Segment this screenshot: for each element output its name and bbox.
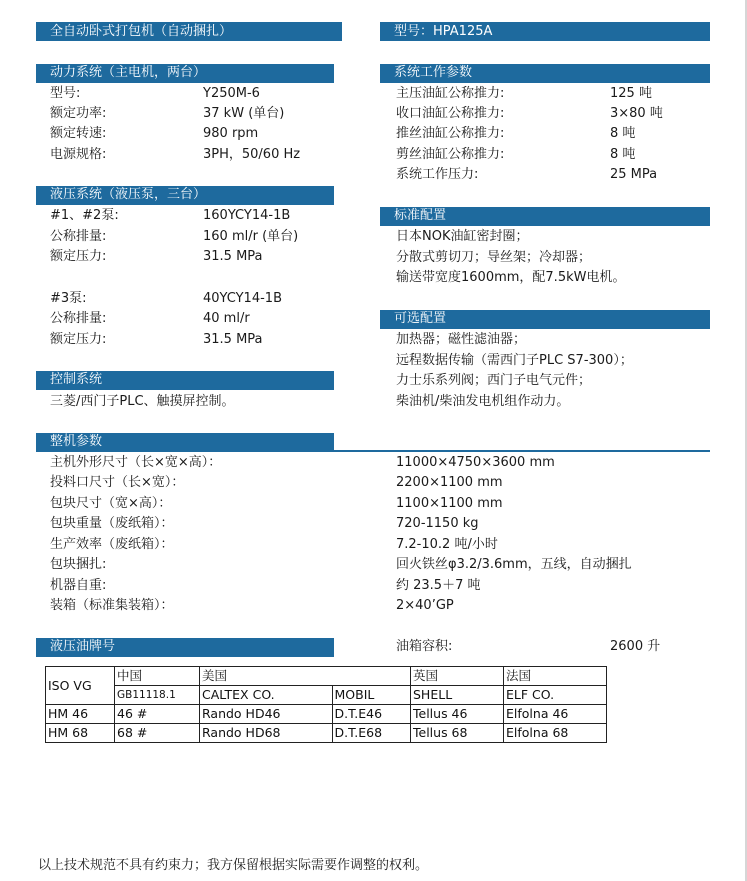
model-bar bbox=[380, 22, 710, 41]
section-control-header bbox=[36, 371, 334, 388]
machine-key: 主机外形尺寸（长×宽×高）： bbox=[50, 455, 222, 470]
machine-key: 机器自重: bbox=[50, 578, 107, 593]
section-machine-line bbox=[36, 450, 710, 452]
country-header: 法国 bbox=[504, 667, 607, 686]
machine-value: 7.2-10.2 吨/小时 bbox=[396, 537, 498, 552]
table-header-row bbox=[46, 667, 607, 686]
optional-line: 柴油机/柴油发电机组作动力。 bbox=[396, 394, 570, 409]
table-row bbox=[46, 705, 607, 724]
machine-value: 2×40’GP bbox=[396, 598, 454, 613]
section-hydraulic-line bbox=[36, 203, 334, 205]
section-optional-line bbox=[380, 327, 710, 329]
tank-capacity-value: 2600 升 bbox=[610, 639, 661, 654]
hydraulic-key: 公称排量: bbox=[50, 229, 107, 244]
standard-line: 日本NOK油缸密封圈； bbox=[396, 229, 529, 244]
section-control-line bbox=[36, 388, 334, 390]
section-oil-line bbox=[36, 655, 334, 657]
machine-value: 11000×4750×3600 mm bbox=[396, 455, 555, 470]
power-key: 额定转速: bbox=[50, 126, 107, 141]
section-power-title: 动力系统（主电机，两台） bbox=[50, 65, 207, 80]
brand-header: SHELL bbox=[411, 686, 504, 705]
section-machine-header bbox=[36, 433, 334, 450]
machine-value: 720-1150 kg bbox=[396, 516, 479, 531]
machine-key: 包块重量（废纸箱）： bbox=[50, 516, 174, 531]
table-cell: Elfolna 46 bbox=[504, 705, 607, 724]
table-row bbox=[46, 724, 607, 743]
iso-vg-header: ISO VG bbox=[46, 667, 115, 705]
section-power-line bbox=[36, 81, 334, 83]
oil-brand-table bbox=[45, 666, 607, 743]
param-value: 8 吨 bbox=[610, 126, 636, 141]
hydraulic-key: 额定压力: bbox=[50, 249, 107, 264]
section-standard-header bbox=[380, 207, 710, 224]
section-optional-header bbox=[380, 310, 710, 327]
section-params-title: 系统工作参数 bbox=[394, 65, 473, 80]
model-number: 型号：HPA125A bbox=[394, 24, 493, 39]
table-cell: 68 # bbox=[115, 724, 200, 743]
tank-capacity-label: 油箱容积: bbox=[396, 639, 453, 654]
section-machine-title: 整机参数 bbox=[50, 434, 103, 449]
param-key: 系统工作压力: bbox=[396, 167, 479, 182]
machine-key: 包块捆扎: bbox=[50, 557, 107, 572]
machine-value: 回火铁丝φ3.2/3.6mm，五线，自动捆扎 bbox=[396, 557, 632, 572]
disclaimer: 以上技术规范不具有约束力；我方保留根据实际需要作调整的权利。 bbox=[38, 858, 429, 873]
machine-key: 装箱（标准集装箱）： bbox=[50, 598, 174, 613]
hydraulic-key: 额定压力: bbox=[50, 332, 107, 347]
param-value: 3×80 吨 bbox=[610, 106, 663, 121]
section-power-header bbox=[36, 64, 334, 81]
optional-line: 远程数据传输（需西门子PLC S7-300）； bbox=[396, 353, 633, 368]
brand-header: MOBIL bbox=[332, 686, 411, 705]
section-params-line bbox=[380, 81, 710, 83]
machine-key: 投料口尺寸（长×宽）： bbox=[50, 475, 185, 490]
section-oil-title: 液压油牌号 bbox=[50, 639, 116, 654]
power-value: Y250M-6 bbox=[203, 86, 260, 101]
param-key: 剪丝油缸公称推力: bbox=[396, 147, 505, 162]
table-cell: D.T.E68 bbox=[332, 724, 411, 743]
section-oil-header bbox=[36, 638, 334, 655]
hydraulic-key: 公称排量: bbox=[50, 311, 107, 326]
country-header: 英国 bbox=[411, 667, 504, 686]
title-bar bbox=[36, 22, 342, 41]
control-text: 三菱/西门子PLC、触摸屏控制。 bbox=[50, 394, 235, 409]
hydraulic-key: #1、#2泵: bbox=[50, 208, 119, 223]
section-hydraulic-title: 液压系统（液压泵，三台） bbox=[50, 187, 207, 202]
standard-line: 输送带宽度1600mm，配7.5kW电机。 bbox=[396, 270, 626, 285]
param-value: 8 吨 bbox=[610, 147, 636, 162]
hydraulic-value: 160YCY14-1B bbox=[203, 208, 291, 223]
optional-line: 加热器；磁性滤油器； bbox=[396, 332, 527, 347]
brand-header: ELF CO. bbox=[504, 686, 607, 705]
table-cell: Elfolna 68 bbox=[504, 724, 607, 743]
country-header: 中国 bbox=[115, 667, 200, 686]
page-title: 全自动卧式打包机（自动捆扎） bbox=[50, 24, 233, 39]
machine-value: 约 23.5＋7 吨 bbox=[396, 578, 481, 593]
machine-key: 生产效率（废纸箱）： bbox=[50, 537, 174, 552]
table-cell: Rando HD68 bbox=[200, 724, 333, 743]
section-standard-line bbox=[380, 224, 710, 226]
hydraulic-value: 160 ml/r (单台) bbox=[203, 229, 299, 244]
param-key: 主压油缸公称推力: bbox=[396, 86, 505, 101]
brand-header: CALTEX CO. bbox=[200, 686, 333, 705]
table-cell: Rando HD46 bbox=[200, 705, 333, 724]
table-header-row bbox=[46, 686, 607, 705]
brand-header: GB11118.1 bbox=[115, 686, 200, 705]
machine-key: 包块尺寸（宽×高）： bbox=[50, 496, 172, 511]
section-control-title: 控制系统 bbox=[50, 372, 103, 387]
power-value: 980 rpm bbox=[203, 126, 259, 141]
hydraulic-value: 40YCY14-1B bbox=[203, 291, 282, 306]
section-optional-title: 可选配置 bbox=[394, 311, 447, 326]
param-value: 25 MPa bbox=[610, 167, 658, 182]
table-cell: 46 # bbox=[115, 705, 200, 724]
power-key: 额定功率: bbox=[50, 106, 107, 121]
power-value: 37 kW (单台) bbox=[203, 106, 285, 121]
hydraulic-value: 40 ml/r bbox=[203, 311, 250, 326]
param-key: 推丝油缸公称推力: bbox=[396, 126, 505, 141]
param-key: 收口油缸公称推力: bbox=[396, 106, 505, 121]
param-value: 125 吨 bbox=[610, 86, 652, 101]
hydraulic-key: #3泵: bbox=[50, 291, 87, 306]
table-cell: Tellus 46 bbox=[411, 705, 504, 724]
standard-line: 分散式剪切刀；导丝架；冷却器； bbox=[396, 250, 592, 265]
table-cell: D.T.E46 bbox=[332, 705, 411, 724]
country-header: 美国 bbox=[200, 667, 333, 686]
power-key: 电源规格: bbox=[50, 147, 107, 162]
section-hydraulic-header bbox=[36, 186, 334, 203]
country-header bbox=[332, 667, 411, 686]
machine-value: 1100×1100 mm bbox=[396, 496, 503, 511]
table-cell: HM 68 bbox=[46, 724, 115, 743]
table-cell: Tellus 68 bbox=[411, 724, 504, 743]
hydraulic-value: 31.5 MPa bbox=[203, 249, 263, 264]
power-key: 型号: bbox=[50, 86, 81, 101]
optional-line: 力士乐系列阀；西门子电气元件； bbox=[396, 373, 592, 388]
table-cell: HM 46 bbox=[46, 705, 115, 724]
machine-value: 2200×1100 mm bbox=[396, 475, 503, 490]
power-value: 3PH，50/60 Hz bbox=[203, 147, 301, 162]
section-standard-title: 标准配置 bbox=[394, 208, 447, 223]
section-params-header bbox=[380, 64, 710, 81]
hydraulic-value: 31.5 MPa bbox=[203, 332, 263, 347]
